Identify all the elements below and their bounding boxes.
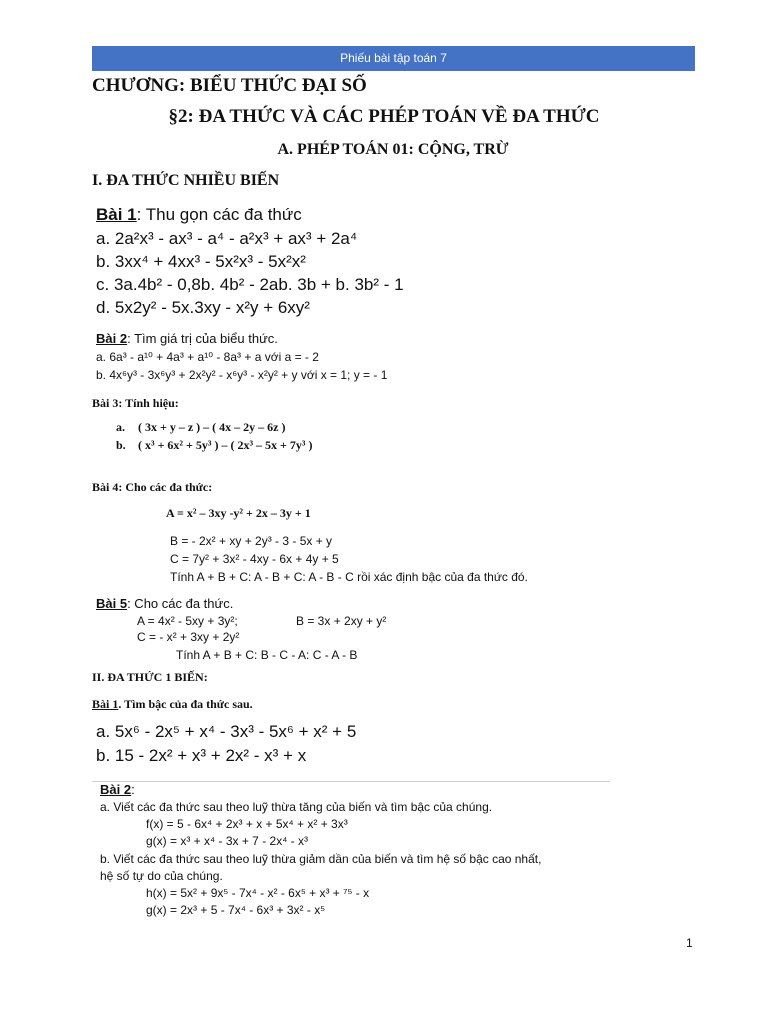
divider xyxy=(92,781,610,782)
bai2-rest: : Tìm giá trị của biểu thức. xyxy=(127,331,278,346)
part2-title: II. ĐA THỨC 1 BIẾN: xyxy=(92,670,208,684)
bai5-expr-b: B = 3x + 2xy + y² xyxy=(296,614,387,628)
bai2-label: Bài 2 xyxy=(96,331,128,346)
bai5-expr-a: A = 4x² - 5xy + 3y²; xyxy=(137,614,238,628)
bai5-heading xyxy=(96,596,233,611)
bai5-expr-c: C = - x² + 3xy + 2y² xyxy=(137,630,240,644)
p2-bai1-rest: . Tìm bậc của đa thức sau. xyxy=(118,697,253,711)
bai2-heading xyxy=(96,331,278,346)
p2-bai1-item-b: b. 15 - 2x² + x³ + 2x² - x³ + x xyxy=(96,746,307,765)
bai1-item-b: b. 3xx⁴ + 4xx³ - 5x²x³ - 5x²x² xyxy=(96,252,306,271)
part1-title: I. ĐA THỨC NHIỀU BIẾN xyxy=(92,172,280,189)
header-bar xyxy=(92,46,695,71)
p2-bai2-label: Bài 2 xyxy=(100,782,132,797)
bai2-item-a: a. 6a³ - a¹⁰ + 4a³ + a¹⁰ - 8a³ + a với a = - 2 xyxy=(96,350,319,364)
p2-bai2-b-text1: b. Viết các đa thức sau theo luỹ thừa giảm dần của biến và tìm hệ số bậc cao nhất, xyxy=(100,852,542,866)
bai1-rest: : Thu gọn các đa thức xyxy=(136,205,302,224)
bai3-title: Bài 3: Tính hiệu: xyxy=(92,396,179,410)
p2-bai2-a-text: a. Viết các đa thức sau theo luỹ thừa tăng của biến và tìm bậc của chúng. xyxy=(100,800,493,814)
bai4-expr-b: B = - 2x² + xy + 2y³ - 3 - 5x + y xyxy=(170,534,333,548)
p2-bai2-g1: g(x) = x³ + x⁴ - 3x + 7 - 2x⁴ - x³ xyxy=(146,834,309,848)
bai5-label: Bài 5 xyxy=(96,596,128,611)
bai1-item-a: a. 2a²x³ - ax³ - a⁴ - a²x³ + ax³ + 2a⁴ xyxy=(96,229,358,248)
p2-bai2-heading xyxy=(100,782,135,797)
p2-bai2-b-text2: hệ số tự do của chúng. xyxy=(100,869,223,883)
p2-bai1-label: Bài 1 xyxy=(92,697,119,711)
bai1-label: Bài 1 xyxy=(96,205,137,224)
bai4-task: Tính A + B + C: A - B + C: A - B - C rồi xác định bậc của đa thức đó. xyxy=(170,570,528,584)
bai4-expr-a: A = x² – 3xy -y² + 2x – 3y + 1 xyxy=(166,506,311,520)
section-title: §2: ĐA THỨC VÀ CÁC PHÉP TOÁN VỀ ĐA THỨC xyxy=(168,106,600,127)
header-title: Phiếu bài tập toán 7 xyxy=(340,51,447,65)
p2-bai2-rest: : xyxy=(131,782,135,797)
bai5-task: Tính A + B + C: B - C - A: C - A - B xyxy=(176,648,358,662)
bai3-item-a-marker: a. xyxy=(116,420,125,434)
bai3-item-b: ( x³ + 6x² + 5y³ ) – ( 2x³ – 5x + 7y³ ) xyxy=(138,438,313,452)
bai4-expr-c: C = 7y² + 3x² - 4xy - 6x + 4y + 5 xyxy=(170,552,339,566)
p2-bai1-heading xyxy=(92,697,253,712)
bai5-rest: : Cho các đa thức. xyxy=(127,596,234,611)
p2-bai2-f1: f(x) = 5 - 6x⁴ + 2x³ + x + 5x⁴ + x² + 3x³ xyxy=(146,817,348,831)
p2-bai1-item-a: a. 5x⁶ - 2x⁵ + x⁴ - 3x³ - 5x⁶ + x² + 5 xyxy=(96,722,357,741)
bai1-item-d: d. 5x2y² - 5x.3xy - x²y + 6xy² xyxy=(96,298,310,317)
bai4-title: Bài 4: Cho các đa thức: xyxy=(92,480,213,494)
operation-title: A. PHÉP TOÁN 01: CỘNG, TRỪ xyxy=(277,141,509,158)
bai3-item-a: ( 3x + y – z ) – ( 4x – 2y – 6z ) xyxy=(138,420,286,434)
bai1-heading xyxy=(96,205,302,225)
bai1-item-c: c. 3a.4b² - 0,8b. 4b² - 2ab. 3b + b. 3b² - 1 xyxy=(96,275,404,294)
page-number: 1 xyxy=(686,936,693,950)
chapter-title: CHƯƠNG: BIỂU THỨC ĐẠI SỐ xyxy=(92,75,367,96)
bai2-item-b: b. 4x⁶y³ - 3x⁶y³ + 2x²y² - x⁶y³ - x²y² + y với x = 1; y = - 1 xyxy=(96,368,388,382)
p2-bai2-h2: h(x) = 5x² + 9x⁵ - 7x⁴ - x² - 6x⁵ + x³ + ⁷⁵ - x xyxy=(146,886,370,900)
bai3-item-b-marker: b. xyxy=(116,438,126,452)
p2-bai2-g2: g(x) = 2x³ + 5 - 7x⁴ - 6x³ + 3x² - x⁵ xyxy=(146,903,326,917)
